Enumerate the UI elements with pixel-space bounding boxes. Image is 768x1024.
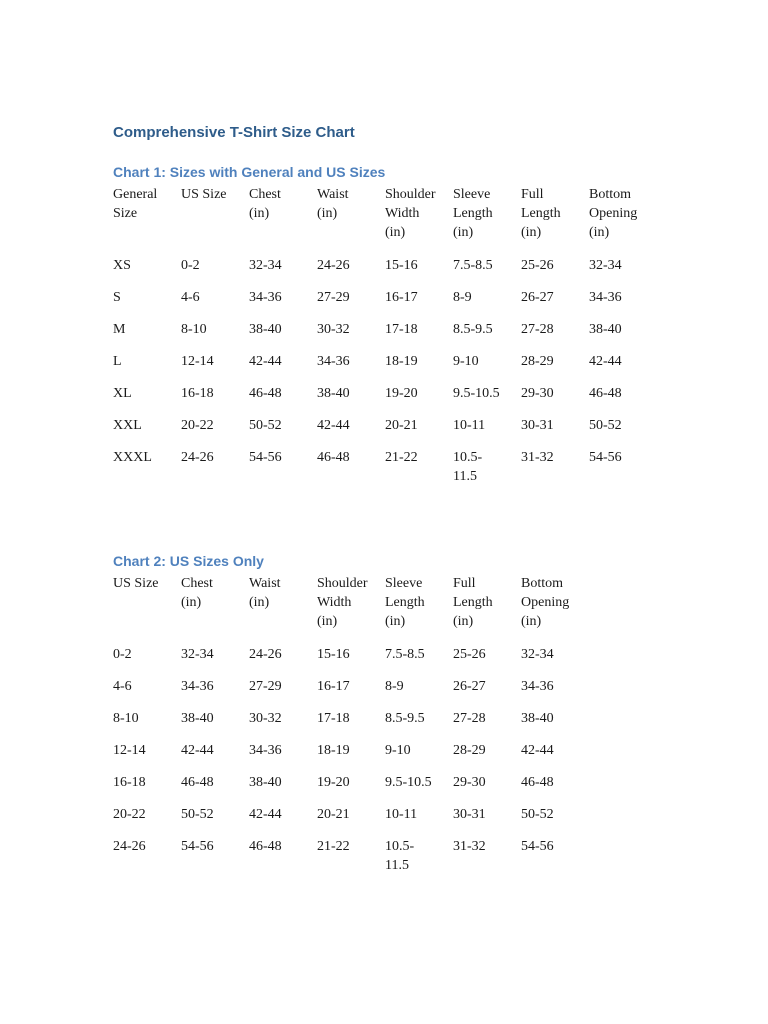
- table-row: [110, 320, 654, 352]
- table-cell: [450, 320, 518, 352]
- table-cell-value: 28-29: [521, 354, 554, 369]
- table-cell-value: 8.5-9.5: [385, 711, 425, 726]
- column-header-label: Sleeve Length (in): [453, 187, 493, 240]
- table-cell: [382, 741, 450, 773]
- table-cell-value: 42-44: [317, 418, 350, 433]
- table-cell: [110, 837, 178, 888]
- table-cell-value: 20-21: [385, 418, 418, 433]
- table-cell: [382, 320, 450, 352]
- chart1-heading: Chart 1: Sizes with General and US Sizes: [113, 164, 386, 180]
- table-cell: [586, 416, 654, 448]
- table-cell: [518, 384, 586, 416]
- table-cell-value: 46-48: [181, 775, 214, 790]
- table-cell: [246, 256, 314, 288]
- table-cell-value: 38-40: [317, 386, 350, 401]
- table-cell-value: 20-22: [113, 807, 146, 822]
- table-cell-value: 30-31: [521, 418, 554, 433]
- table-cell: [518, 288, 586, 320]
- table-row: [110, 709, 586, 741]
- table-cell-value: 34-36: [521, 679, 554, 694]
- table-cell: [314, 256, 382, 288]
- table-cell: [450, 416, 518, 448]
- table-cell-value: 9-10: [453, 354, 479, 369]
- table-cell: [382, 288, 450, 320]
- table-cell-value: 32-34: [589, 258, 622, 273]
- table-cell-value: 38-40: [589, 322, 622, 337]
- table-cell: [110, 352, 178, 384]
- table-row: [110, 448, 654, 499]
- table-cell: [314, 677, 382, 709]
- table-cell-value: 18-19: [317, 743, 350, 758]
- table-cell: [178, 773, 246, 805]
- column-header: [586, 185, 654, 256]
- table-cell-value: 16-17: [317, 679, 350, 694]
- table-cell: [110, 677, 178, 709]
- table-cell: [518, 352, 586, 384]
- table-cell-value: 24-26: [317, 258, 350, 273]
- table-cell: [246, 384, 314, 416]
- table-cell-value: 19-20: [317, 775, 350, 790]
- table-cell: [246, 837, 314, 888]
- column-header-label: US Size: [113, 576, 159, 591]
- table-cell-value: 17-18: [385, 322, 418, 337]
- table-cell: [518, 320, 586, 352]
- table-cell: [450, 384, 518, 416]
- column-header-label: Full Length (in): [453, 576, 493, 629]
- table-cell: [586, 448, 654, 499]
- table-cell-value: 21-22: [385, 450, 418, 465]
- column-header: [450, 185, 518, 256]
- column-header: [110, 574, 178, 645]
- table-cell: [382, 256, 450, 288]
- table-cell-value: 27-29: [317, 290, 350, 305]
- table-cell: [314, 352, 382, 384]
- table-cell: [382, 837, 450, 888]
- table-cell: [450, 805, 518, 837]
- table-cell: [178, 645, 246, 677]
- table-row: [110, 741, 586, 773]
- table-cell: [246, 741, 314, 773]
- table-cell-value: 28-29: [453, 743, 486, 758]
- table-cell-value: 38-40: [249, 775, 282, 790]
- table-cell-value: 34-36: [589, 290, 622, 305]
- table-cell-value: 32-34: [521, 647, 554, 662]
- table-cell-value: 16-17: [385, 290, 418, 305]
- table-cell: [518, 805, 586, 837]
- chart1-table: [110, 185, 654, 499]
- table-cell-value: 50-52: [249, 418, 282, 433]
- column-header: [450, 574, 518, 645]
- table-cell-value: XS: [113, 258, 131, 273]
- table-cell: [450, 709, 518, 741]
- table-cell-value: 54-56: [249, 450, 282, 465]
- table-cell-value: 15-16: [385, 258, 418, 273]
- table-cell-value: 54-56: [521, 839, 554, 854]
- table-cell: [314, 288, 382, 320]
- table-cell-value: 26-27: [453, 679, 486, 694]
- table-cell-value: 21-22: [317, 839, 350, 854]
- table-cell: [110, 320, 178, 352]
- table-cell: [178, 384, 246, 416]
- table-cell-value: 46-48: [521, 775, 554, 790]
- table-cell: [586, 384, 654, 416]
- table-cell-value: 15-16: [317, 647, 350, 662]
- table-row: [110, 352, 654, 384]
- table-cell-value: 27-28: [521, 322, 554, 337]
- column-header-label: Bottom Opening (in): [589, 187, 638, 240]
- table-cell-value: 8-9: [453, 290, 472, 305]
- table-cell: [178, 741, 246, 773]
- column-header: [314, 185, 382, 256]
- column-header-label: US Size: [181, 187, 227, 202]
- table-cell-value: 30-32: [317, 322, 350, 337]
- table-cell-value: 9-10: [385, 743, 411, 758]
- table-cell-value: 7.5-8.5: [453, 258, 493, 273]
- document-title: Comprehensive T-Shirt Size Chart: [113, 124, 355, 141]
- table-cell: [450, 677, 518, 709]
- table-cell-value: 34-36: [249, 743, 282, 758]
- table-cell-value: S: [113, 290, 121, 305]
- table-cell-value: 4-6: [113, 679, 132, 694]
- column-header: [382, 185, 450, 256]
- table-cell-value: 19-20: [385, 386, 418, 401]
- table-cell-value: 26-27: [521, 290, 554, 305]
- table-cell-value: 32-34: [249, 258, 282, 273]
- table-cell: [518, 709, 586, 741]
- table-cell-value: 12-14: [113, 743, 146, 758]
- table-cell-value: 10.5- 11.5: [453, 450, 483, 484]
- table-cell: [110, 416, 178, 448]
- table-cell-value: 50-52: [181, 807, 214, 822]
- table-cell-value: 34-36: [249, 290, 282, 305]
- table-cell-value: 29-30: [453, 775, 486, 790]
- chart2-body: [110, 645, 586, 888]
- table-cell: [110, 773, 178, 805]
- table-cell: [178, 448, 246, 499]
- table-cell-value: 8-10: [113, 711, 139, 726]
- table-cell-value: 50-52: [589, 418, 622, 433]
- table-cell: [518, 677, 586, 709]
- chart2-table: [110, 574, 586, 888]
- table-cell: [586, 352, 654, 384]
- table-cell: [314, 805, 382, 837]
- column-header: [178, 185, 246, 256]
- table-cell-value: 24-26: [181, 450, 214, 465]
- table-cell: [450, 288, 518, 320]
- table-cell: [314, 320, 382, 352]
- table-cell-value: 7.5-8.5: [385, 647, 425, 662]
- table-cell: [382, 448, 450, 499]
- table-cell-value: 16-18: [181, 386, 214, 401]
- table-cell-value: 9.5-10.5: [453, 386, 500, 401]
- table-cell: [518, 256, 586, 288]
- table-cell: [314, 709, 382, 741]
- table-cell: [314, 741, 382, 773]
- table-cell: [314, 773, 382, 805]
- table-cell: [178, 805, 246, 837]
- table-row: [110, 837, 586, 888]
- column-header-label: Waist (in): [317, 187, 349, 221]
- table-cell: [450, 837, 518, 888]
- column-header: [382, 574, 450, 645]
- table-cell: [178, 709, 246, 741]
- table-cell: [178, 416, 246, 448]
- table-cell-value: 50-52: [521, 807, 554, 822]
- column-header: [110, 185, 178, 256]
- column-header-label: General Size: [113, 187, 158, 221]
- column-header: [518, 185, 586, 256]
- table-cell-value: 10-11: [385, 807, 418, 822]
- table-cell: [246, 320, 314, 352]
- table-cell-value: 25-26: [521, 258, 554, 273]
- table-cell-value: 8-9: [385, 679, 404, 694]
- table-cell-value: 25-26: [453, 647, 486, 662]
- table-cell: [518, 645, 586, 677]
- table-cell-value: 27-28: [453, 711, 486, 726]
- table-cell: [178, 837, 246, 888]
- table-cell: [314, 837, 382, 888]
- table-cell: [246, 773, 314, 805]
- table-cell: [246, 677, 314, 709]
- table-cell-value: 20-22: [181, 418, 214, 433]
- table-cell: [382, 805, 450, 837]
- table-cell-value: 29-30: [521, 386, 554, 401]
- table-cell-value: 32-34: [181, 647, 214, 662]
- table-cell-value: 46-48: [317, 450, 350, 465]
- chart2-header-row: [110, 574, 586, 645]
- table-cell: [110, 384, 178, 416]
- table-cell: [246, 448, 314, 499]
- table-row: [110, 773, 586, 805]
- column-header-label: Bottom Opening (in): [521, 576, 570, 629]
- table-cell: [450, 352, 518, 384]
- table-cell-value: M: [113, 322, 126, 337]
- column-header-label: Chest (in): [249, 187, 281, 221]
- column-header: [178, 574, 246, 645]
- table-cell-value: 24-26: [249, 647, 282, 662]
- table-cell: [314, 645, 382, 677]
- table-row: [110, 256, 654, 288]
- table-cell-value: 0-2: [181, 258, 200, 273]
- table-cell-value: 12-14: [181, 354, 214, 369]
- table-cell-value: 31-32: [521, 450, 554, 465]
- table-cell: [518, 448, 586, 499]
- table-cell-value: 17-18: [317, 711, 350, 726]
- column-header-label: Shoulder Width (in): [385, 187, 436, 240]
- table-cell: [382, 352, 450, 384]
- table-cell-value: 42-44: [589, 354, 622, 369]
- table-cell-value: 42-44: [249, 354, 282, 369]
- table-row: [110, 416, 654, 448]
- table-cell: [110, 256, 178, 288]
- table-cell-value: XXL: [113, 418, 142, 433]
- table-cell: [178, 320, 246, 352]
- table-cell: [450, 773, 518, 805]
- table-cell-value: 10.5- 11.5: [385, 839, 415, 873]
- table-cell-value: 30-31: [453, 807, 486, 822]
- table-cell: [246, 709, 314, 741]
- column-header: [246, 574, 314, 645]
- table-row: [110, 645, 586, 677]
- table-cell: [450, 448, 518, 499]
- table-row: [110, 677, 586, 709]
- table-cell: [314, 448, 382, 499]
- column-header: [246, 185, 314, 256]
- column-header-label: Full Length (in): [521, 187, 561, 240]
- table-cell: [450, 645, 518, 677]
- table-cell-value: 9.5-10.5: [385, 775, 432, 790]
- table-cell: [246, 805, 314, 837]
- table-cell: [110, 288, 178, 320]
- table-cell-value: 46-48: [249, 386, 282, 401]
- table-cell-value: 30-32: [249, 711, 282, 726]
- table-cell: [382, 645, 450, 677]
- table-cell-value: 8.5-9.5: [453, 322, 493, 337]
- table-cell: [586, 288, 654, 320]
- column-header-label: Sleeve Length (in): [385, 576, 425, 629]
- table-cell-value: 20-21: [317, 807, 350, 822]
- table-cell: [586, 320, 654, 352]
- column-header-label: Chest (in): [181, 576, 213, 610]
- table-cell: [382, 773, 450, 805]
- table-cell: [110, 645, 178, 677]
- table-cell-value: 4-6: [181, 290, 200, 305]
- table-cell: [246, 645, 314, 677]
- table-cell-value: 8-10: [181, 322, 207, 337]
- table-cell: [110, 741, 178, 773]
- table-cell-value: 0-2: [113, 647, 132, 662]
- table-cell: [518, 416, 586, 448]
- table-cell: [110, 805, 178, 837]
- table-row: [110, 805, 586, 837]
- table-cell: [178, 256, 246, 288]
- table-cell: [382, 416, 450, 448]
- table-cell-value: 38-40: [521, 711, 554, 726]
- table-cell-value: 46-48: [249, 839, 282, 854]
- table-cell-value: 10-11: [453, 418, 486, 433]
- table-cell-value: XXXL: [113, 450, 152, 465]
- table-cell-value: 54-56: [589, 450, 622, 465]
- table-cell-value: 34-36: [181, 679, 214, 694]
- table-cell-value: XL: [113, 386, 132, 401]
- table-cell: [246, 352, 314, 384]
- column-header-label: Shoulder Width (in): [317, 576, 368, 629]
- table-cell: [110, 448, 178, 499]
- table-row: [110, 288, 654, 320]
- chart2-heading: Chart 2: US Sizes Only: [113, 553, 264, 569]
- table-cell: [246, 288, 314, 320]
- table-cell-value: 16-18: [113, 775, 146, 790]
- table-cell: [246, 416, 314, 448]
- chart1-header-row: [110, 185, 654, 256]
- table-cell-value: 34-36: [317, 354, 350, 369]
- column-header: [518, 574, 586, 645]
- table-cell-value: L: [113, 354, 122, 369]
- table-cell: [110, 709, 178, 741]
- table-cell-value: 42-44: [249, 807, 282, 822]
- chart1-body: [110, 256, 654, 499]
- table-cell: [382, 677, 450, 709]
- table-cell: [450, 256, 518, 288]
- table-cell-value: 42-44: [181, 743, 214, 758]
- table-cell-value: 27-29: [249, 679, 282, 694]
- column-header: [314, 574, 382, 645]
- table-cell: [518, 773, 586, 805]
- table-cell: [178, 352, 246, 384]
- table-cell: [450, 741, 518, 773]
- column-header-label: Waist (in): [249, 576, 281, 610]
- table-cell-value: 24-26: [113, 839, 146, 854]
- table-cell-value: 18-19: [385, 354, 418, 369]
- table-cell: [518, 741, 586, 773]
- table-cell: [178, 677, 246, 709]
- table-cell-value: 42-44: [521, 743, 554, 758]
- table-cell: [382, 709, 450, 741]
- table-cell-value: 31-32: [453, 839, 486, 854]
- table-cell-value: 38-40: [181, 711, 214, 726]
- table-cell: [518, 837, 586, 888]
- table-cell-value: 38-40: [249, 322, 282, 337]
- table-cell: [178, 288, 246, 320]
- table-cell-value: 46-48: [589, 386, 622, 401]
- table-row: [110, 384, 654, 416]
- table-cell-value: 54-56: [181, 839, 214, 854]
- table-cell: [586, 256, 654, 288]
- table-cell: [314, 384, 382, 416]
- table-cell: [382, 384, 450, 416]
- table-cell: [314, 416, 382, 448]
